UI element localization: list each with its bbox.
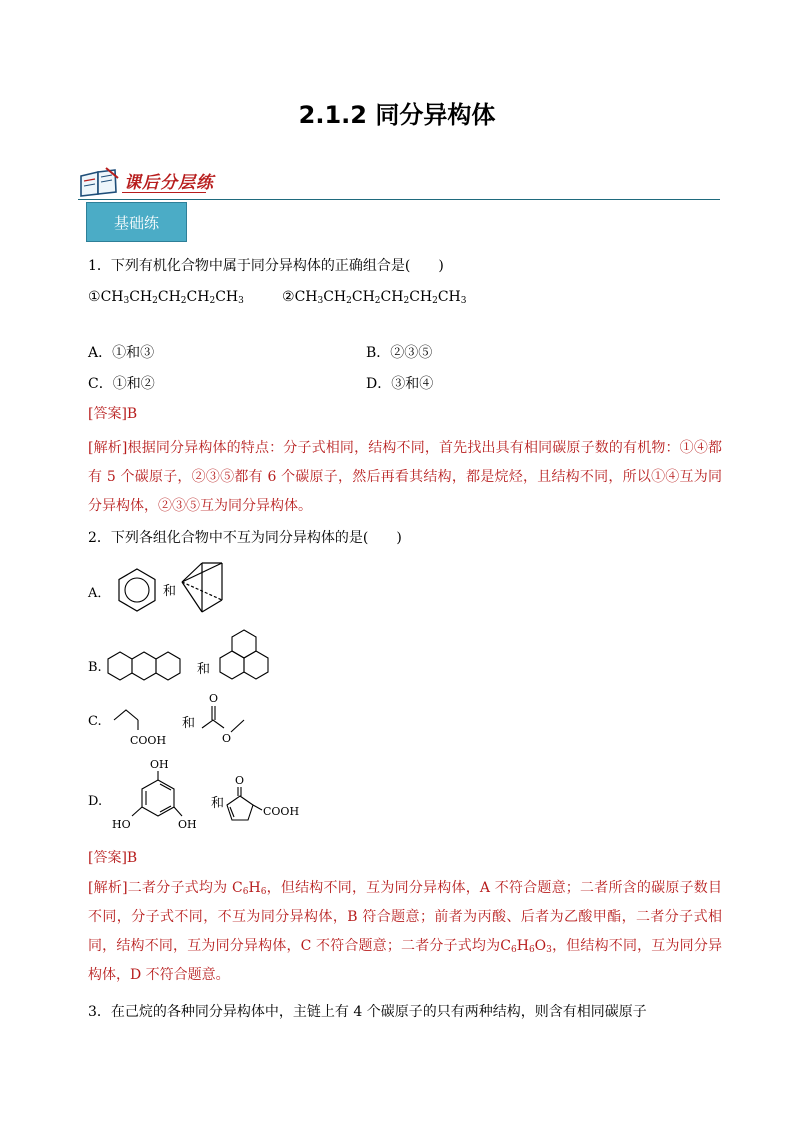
q2-explanation [88,874,722,990]
q1-stem: 1．下列有机化合物中属于同分异构体的正确组合是( ) [88,258,444,274]
header-rule [78,199,720,200]
header-underline [122,192,206,193]
q2-and-a: 和 [163,584,177,599]
cooh-d-label: COOH [263,805,300,818]
q2-answer: [答案]B [88,850,138,866]
q1-option-1-formula: $CH_3CH_2CH_2CH_2CH_3$ [100,289,244,306]
q1-choice-a: A．①和③ [88,345,155,361]
q1-option-2 [282,287,467,307]
phenalene-like-structure [214,628,276,690]
q1-option-2-number: ② [282,289,295,305]
q2-and-c: 和 [182,716,196,731]
book-icon [78,166,120,198]
methyl-acetate-structure [198,690,254,748]
q2-and-b: 和 [197,662,211,677]
page-title: 2.1.2 同分异构体 [298,101,496,129]
q2-exp-part1: [解析]二者分子式均为 [88,880,233,896]
q2-label-a: A． [88,586,111,601]
q1-option-1 [88,287,244,307]
q1-choice-b: B．②③⑤ [366,345,433,361]
q1-option-2-formula: $CH_3CH_2CH_2CH_2CH_2CH_3$ [294,289,467,306]
q1-option-1-number: ① [88,289,101,305]
q1-explanation: [解析]根据同分异构体的特点：分子式相同，结构不同，首先找出具有相同碳原子数的有机物：①④都有 5 个碳原子，②③⑤都有 6 个碳原子，然后再看其结构，都是烷烃，且结构不同，所以①④互为同分异构体，②③⑤互为同分异构体。 [88,440,722,514]
ho-left-label: HO [112,818,131,831]
formula-c6h6o3: $C_6H_6O_3$ [500,938,552,955]
oh-right-label: OH [178,818,197,831]
ester-o-bottom: O [222,732,232,745]
ester-o-top: O [209,692,219,705]
phloroglucinol-structure [110,756,210,836]
q1-answer: [答案]B [88,406,138,422]
cyclopentenone-acid-structure [222,772,304,830]
formula-c6h6: $C_6H_6$ [232,880,267,897]
section-header: 课后分层练 [124,173,214,193]
q2-stem: 2．下列各组化合物中不互为同分异构体的是( ) [88,530,402,546]
q2-and-d: 和 [211,796,225,811]
q2-exp-part2: ，但结构不同，互为同分异构体，A 不符合题意；二者所含的碳原子数目不同，分子式不同，不互为同分异构体，B 符合题意；前者为丙酸、后者为乙酸甲酯，二者分子式相同，结构不同，互为同分异构体，C 不符合题意；二者分子式均为 [88,880,723,954]
prismane-structure [180,560,228,616]
level-badge: 基础练 [86,202,187,242]
q2-label-b: B. [88,660,102,675]
anthracene-like-structure [106,644,190,690]
q3-stem: 3．在己烷的各种同分异构体中，主链上有 4 个碳原子的只有两种结构，则含有相同碳原子 [88,1004,647,1020]
q2-exp-part3: ，但结构不同，互为同分异构体，D 不符合题意。 [88,938,722,983]
benzene-structure [115,566,159,614]
q1-choice-d: D．③和④ [366,376,434,392]
q1-choice-c: C．①和② [88,376,155,392]
oh-top-label: OH [150,758,169,771]
propanoic-acid-structure [110,706,180,748]
cooh-label: COOH [130,734,167,747]
q2-label-d: D. [88,794,103,809]
ketone-o-label: O [235,774,245,787]
q2-label-c: C. [88,714,102,729]
